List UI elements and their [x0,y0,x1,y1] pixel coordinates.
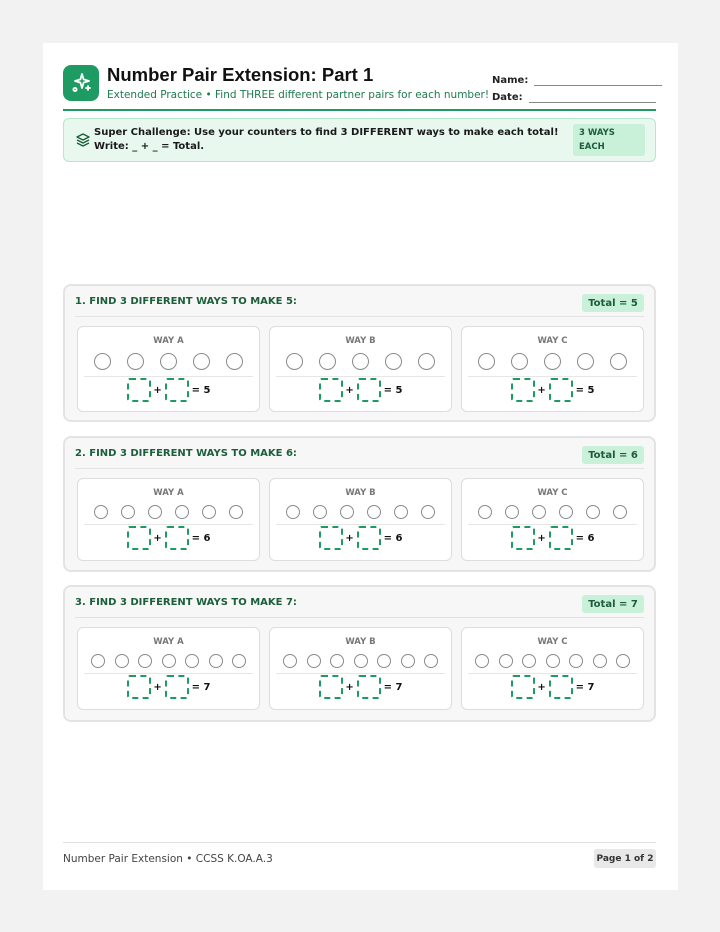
equation-result: = 7 [575,681,595,693]
counter-circle[interactable] [330,654,344,668]
way-label: WAY C [537,488,568,498]
counter-circle[interactable] [424,654,438,668]
page-subtitle: Extended Practice • Find THREE different partner pairs for each number! [107,89,490,101]
equation-row [270,526,451,550]
worksheet-page [43,43,678,890]
counter-circle[interactable] [148,505,162,519]
way-label: WAY B [345,336,376,346]
sparkles-icon [63,65,99,101]
counter-circle[interactable] [162,654,176,668]
counter-circle[interactable] [127,353,144,370]
plus-sign: + [537,384,546,396]
ways-badge: 3 WAYS EACH [573,124,645,156]
addend-box[interactable] [127,378,151,402]
addend-box[interactable] [549,675,573,699]
addend-box[interactable] [319,675,343,699]
way-divider [84,524,253,525]
layers-icon [75,132,91,148]
section-heading: 2. FIND 3 DIFFERENT WAYS TO MAKE 6: [75,448,297,459]
addend-box[interactable] [357,675,381,699]
addend-box[interactable] [511,378,535,402]
way-divider [468,376,637,377]
way-divider [468,673,637,674]
challenge-banner [63,118,656,162]
addend-box[interactable] [319,378,343,402]
counter-circle[interactable] [593,654,607,668]
counter-circle[interactable] [613,505,627,519]
way-label: WAY C [537,637,568,647]
way-divider [84,376,253,377]
way-card [269,478,452,561]
counter-circle[interactable] [421,505,435,519]
counter-circle[interactable] [499,654,513,668]
counter-circle[interactable] [286,353,303,370]
equation-row [462,378,643,402]
counter-circle[interactable] [354,654,368,668]
addend-box[interactable] [319,526,343,550]
counter-circle[interactable] [229,505,243,519]
way-card [269,627,452,710]
counter-circle[interactable] [377,654,391,668]
counter-circle[interactable] [202,505,216,519]
plus-sign: + [153,681,162,693]
counter-circle[interactable] [209,654,223,668]
section-divider [75,316,644,317]
section-divider [75,617,644,618]
equation-result: = 5 [191,384,211,396]
addend-box[interactable] [127,675,151,699]
date-field[interactable] [529,93,656,103]
counter-circle[interactable] [94,353,111,370]
way-label: WAY A [153,488,184,498]
counter-circle[interactable] [340,505,354,519]
counter-circle[interactable] [385,353,402,370]
equation-result: = 6 [191,532,211,544]
header [63,65,656,112]
plus-sign: + [153,384,162,396]
way-card [461,478,644,561]
way-divider [276,524,445,525]
equation-row [78,675,259,699]
equation-row [270,675,451,699]
way-label: WAY A [153,637,184,647]
problem-section [63,585,656,722]
plus-sign: + [345,532,354,544]
plus-sign: + [345,384,354,396]
counter-circle[interactable] [367,505,381,519]
equation-row [462,526,643,550]
page-title: Number Pair Extension: Part 1 [107,64,374,85]
total-badge: Total = 6 [582,446,644,464]
way-label: WAY C [537,336,568,346]
way-divider [468,524,637,525]
section-divider [75,468,644,469]
equation-row [270,378,451,402]
way-divider [276,376,445,377]
counter-circle[interactable] [478,353,495,370]
addend-box[interactable] [165,378,189,402]
way-card [77,478,260,561]
counter-circle[interactable] [94,505,108,519]
counter-circle[interactable] [313,505,327,519]
addend-box[interactable] [165,675,189,699]
way-card [77,326,260,412]
counter-circle[interactable] [232,654,246,668]
total-badge: Total = 7 [582,595,644,613]
problem-section [63,284,656,422]
equation-result: = 5 [575,384,595,396]
counter-circle[interactable] [193,353,210,370]
addend-box[interactable] [127,526,151,550]
date-label: Date: [492,92,523,103]
way-label: WAY B [345,488,376,498]
counter-circle[interactable] [319,353,336,370]
addend-box[interactable] [165,526,189,550]
counter-circle[interactable] [569,654,583,668]
counter-row [78,654,259,668]
equation-row [78,526,259,550]
section-heading: 3. FIND 3 DIFFERENT WAYS TO MAKE 7: [75,597,297,608]
counter-circle[interactable] [121,505,135,519]
counter-circle[interactable] [394,505,408,519]
counter-circle[interactable] [532,505,546,519]
total-badge: Total = 5 [582,294,644,312]
counter-circle[interactable] [522,654,536,668]
addend-box[interactable] [357,378,381,402]
counter-row [462,654,643,668]
counter-circle[interactable] [511,353,528,370]
way-card [77,627,260,710]
counter-row [270,654,451,668]
counter-circle[interactable] [546,654,560,668]
counter-row [462,505,643,519]
way-label: WAY A [153,336,184,346]
counter-circle[interactable] [559,505,573,519]
header-divider [63,109,656,111]
section-heading: 1. FIND 3 DIFFERENT WAYS TO MAKE 5: [75,296,297,307]
equation-result: = 5 [383,384,403,396]
page-number-badge: Page 1 of 2 [594,849,656,868]
counter-circle[interactable] [418,353,435,370]
problem-section [63,436,656,572]
plus-sign: + [537,532,546,544]
counter-circle[interactable] [577,353,594,370]
way-label: WAY B [345,637,376,647]
counter-row [78,505,259,519]
equation-row [78,378,259,402]
counter-circle[interactable] [401,654,415,668]
counter-circle[interactable] [115,654,129,668]
counter-circle[interactable] [505,505,519,519]
counter-circle[interactable] [160,353,177,370]
addend-box[interactable] [357,526,381,550]
way-card [461,627,644,710]
plus-sign: + [153,532,162,544]
equation-result: = 7 [383,681,403,693]
counter-circle[interactable] [286,505,300,519]
counter-circle[interactable] [185,654,199,668]
counter-circle[interactable] [91,654,105,668]
equation-result: = 6 [575,532,595,544]
way-divider [84,673,253,674]
equation-result: = 6 [383,532,403,544]
counter-circle[interactable] [307,654,321,668]
footer-text: Number Pair Extension • CCSS K.OA.A.3 [63,853,273,865]
addend-box[interactable] [511,526,535,550]
counter-circle[interactable] [616,654,630,668]
addend-box[interactable] [549,378,573,402]
way-card [269,326,452,412]
counter-row [462,353,643,370]
counter-row [270,505,451,519]
counter-circle[interactable] [352,353,369,370]
counter-circle[interactable] [226,353,243,370]
equation-result: = 7 [191,681,211,693]
addend-box[interactable] [549,526,573,550]
counter-circle[interactable] [138,654,152,668]
counter-circle[interactable] [475,654,489,668]
counter-row [78,353,259,370]
way-divider [276,673,445,674]
name-label: Name: [492,75,529,86]
counter-row [270,353,451,370]
addend-box[interactable] [511,675,535,699]
counter-circle[interactable] [478,505,492,519]
plus-sign: + [345,681,354,693]
counter-circle[interactable] [544,353,561,370]
name-date-block [492,69,662,103]
counter-circle[interactable] [586,505,600,519]
counter-circle[interactable] [283,654,297,668]
counter-circle[interactable] [175,505,189,519]
challenge-text: Super Challenge: Use your counters to find 3 DIFFERENT ways to make each total! Write: _ + _ = Total. [94,127,559,152]
counter-circle[interactable] [610,353,627,370]
equation-row [462,675,643,699]
name-field[interactable] [534,76,662,86]
plus-sign: + [537,681,546,693]
way-card [461,326,644,412]
footer-divider [63,842,656,843]
